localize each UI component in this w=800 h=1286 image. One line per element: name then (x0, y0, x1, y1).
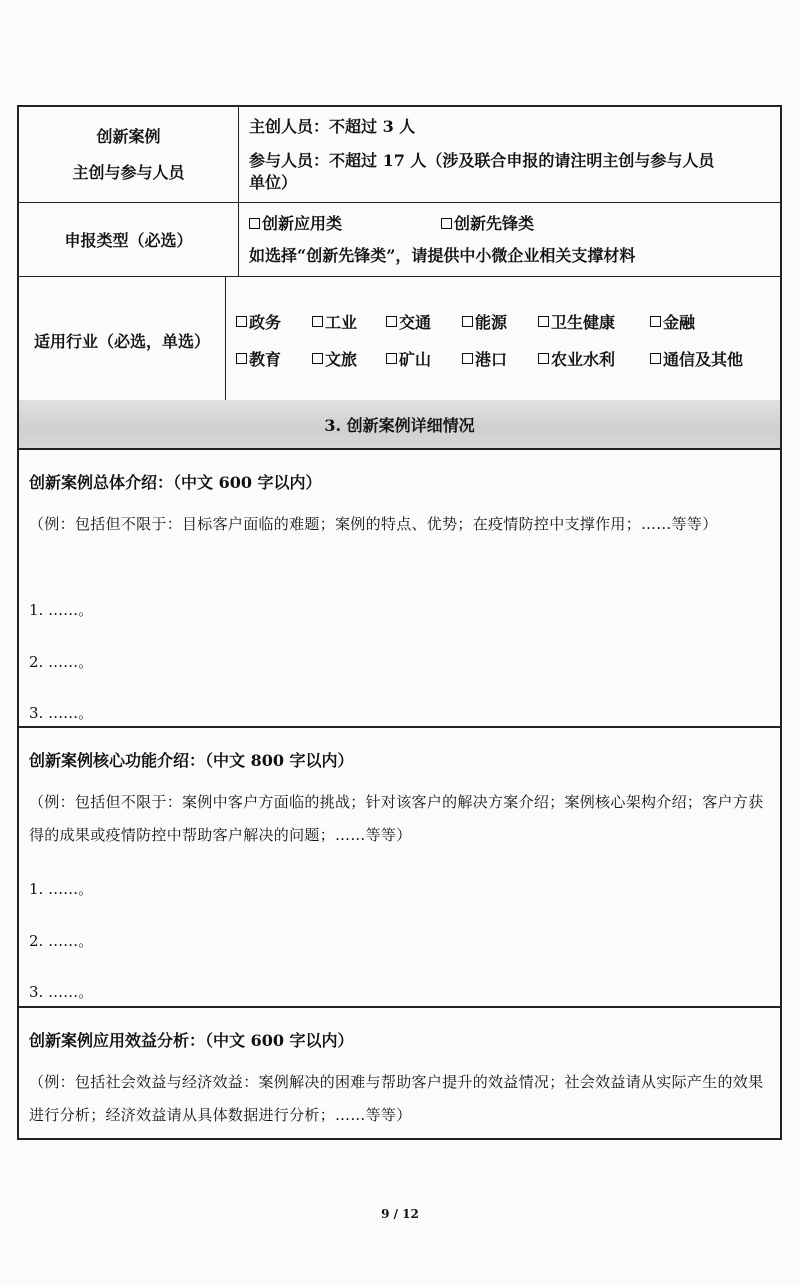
benefit-block[interactable] (17, 1008, 782, 1140)
checkbox-icon[interactable] (650, 353, 661, 364)
core-function-item: 1. ……。 (29, 880, 94, 898)
industry-option[interactable] (538, 310, 650, 333)
industry-option[interactable] (538, 347, 650, 370)
core-function-title: 创新案例核心功能介绍：（中文 800 字以内） (29, 751, 354, 770)
industry-option-label: 港口 (475, 350, 508, 369)
benefit-title: 创新案例应用效益分析：（中文 600 字以内） (29, 1031, 354, 1050)
type-label: 申报类型（必选） (19, 203, 239, 276)
industry-options (236, 310, 770, 370)
industry-option-label: 教育 (249, 350, 282, 369)
overview-item: 1. ……。 (29, 601, 94, 619)
industry-option[interactable] (462, 310, 538, 333)
personnel-label-line2: 主创与参与人员 (72, 162, 185, 182)
industry-option-label: 通信及其他 (663, 350, 744, 369)
personnel-label (19, 107, 239, 202)
core-function-item: 2. ……。 (29, 932, 94, 950)
industry-row (19, 277, 780, 403)
industry-content (226, 277, 780, 403)
checkbox-icon[interactable] (236, 353, 247, 364)
industry-option-label: 交通 (399, 313, 432, 332)
industry-option-label: 农业水利 (551, 350, 616, 369)
section-header: 3. 创新案例详细情况 (17, 400, 782, 450)
participants-limit-line2: 单位） (249, 172, 298, 192)
industry-option[interactable] (312, 310, 386, 333)
overview-block[interactable] (17, 450, 782, 728)
industry-option-label: 矿山 (399, 350, 432, 369)
checkbox-icon[interactable] (312, 353, 323, 364)
checkbox-icon[interactable] (650, 316, 661, 327)
industry-option[interactable] (236, 347, 312, 370)
checkbox-icon[interactable] (462, 353, 473, 364)
industry-label: 适用行业（必选，单选） (19, 277, 226, 403)
checkbox-icon[interactable] (249, 218, 260, 229)
industry-option-label: 工业 (325, 313, 358, 332)
checkbox-icon[interactable] (386, 316, 397, 327)
core-function-block[interactable] (17, 728, 782, 1008)
main-creator-limit: 主创人员：不超过 3 人 (249, 116, 416, 136)
checkbox-icon[interactable] (236, 316, 247, 327)
industry-option-label: 能源 (475, 313, 508, 332)
industry-option-label: 政务 (249, 313, 282, 332)
type-note: 如选择“创新先锋类”，请提供中小微企业相关支撑材料 (249, 245, 636, 265)
checkbox-icon[interactable] (441, 218, 452, 229)
industry-option[interactable] (312, 347, 386, 370)
type-row (19, 203, 780, 277)
industry-option[interactable] (462, 347, 538, 370)
overview-description: （例：包括但不限于：目标客户面临的难题；案例的特点、优势；在疫情防控中支撑作用；……等等） (29, 515, 718, 533)
personnel-content (239, 107, 780, 202)
checkbox-icon[interactable] (386, 353, 397, 364)
type-option-pioneer-label: 创新先锋类 (454, 213, 535, 233)
checkbox-icon[interactable] (462, 316, 473, 327)
industry-option[interactable] (386, 310, 462, 333)
type-content (239, 203, 780, 276)
participants-limit-line1: 参与人员：不超过 17 人（涉及联合申报的请注明主创与参与人员 (249, 150, 715, 170)
page-number: 9 / 12 (381, 1207, 419, 1221)
overview-item: 2. ……。 (29, 653, 94, 671)
industry-option-label: 文旅 (325, 350, 358, 369)
industry-option[interactable] (650, 347, 770, 370)
overview-item: 3. ……。 (29, 704, 94, 722)
type-option-pioneer[interactable] (441, 213, 534, 235)
type-option-application[interactable] (249, 213, 441, 235)
application-table (17, 105, 782, 405)
checkbox-icon[interactable] (538, 353, 549, 364)
industry-option[interactable] (236, 310, 312, 333)
industry-option-label: 金融 (663, 313, 696, 332)
checkbox-icon[interactable] (312, 316, 323, 327)
checkbox-icon[interactable] (538, 316, 549, 327)
type-option-application-label: 创新应用类 (262, 213, 343, 233)
personnel-row (19, 107, 780, 203)
core-function-item: 3. ……。 (29, 983, 94, 1001)
personnel-label-line1: 创新案例 (96, 126, 161, 146)
core-function-description: （例：包括但不限于：案例中客户方面临的挑战；针对该客户的解决方案介绍；案例核心架构介绍；客户方获得的成果或疫情防控中帮助客户解决的问题；……等等） (29, 793, 764, 844)
overview-title: 创新案例总体介绍：（中文 600 字以内） (29, 473, 322, 492)
industry-option[interactable] (386, 347, 462, 370)
industry-option-label: 卫生健康 (551, 313, 616, 332)
benefit-description: （例：包括社会效益与经济效益：案例解决的困难与帮助客户提升的效益情况；社会效益请从实际产生的效果进行分析；经济效益请从具体数据进行分析；……等等） (29, 1073, 764, 1124)
industry-option[interactable] (650, 310, 770, 333)
